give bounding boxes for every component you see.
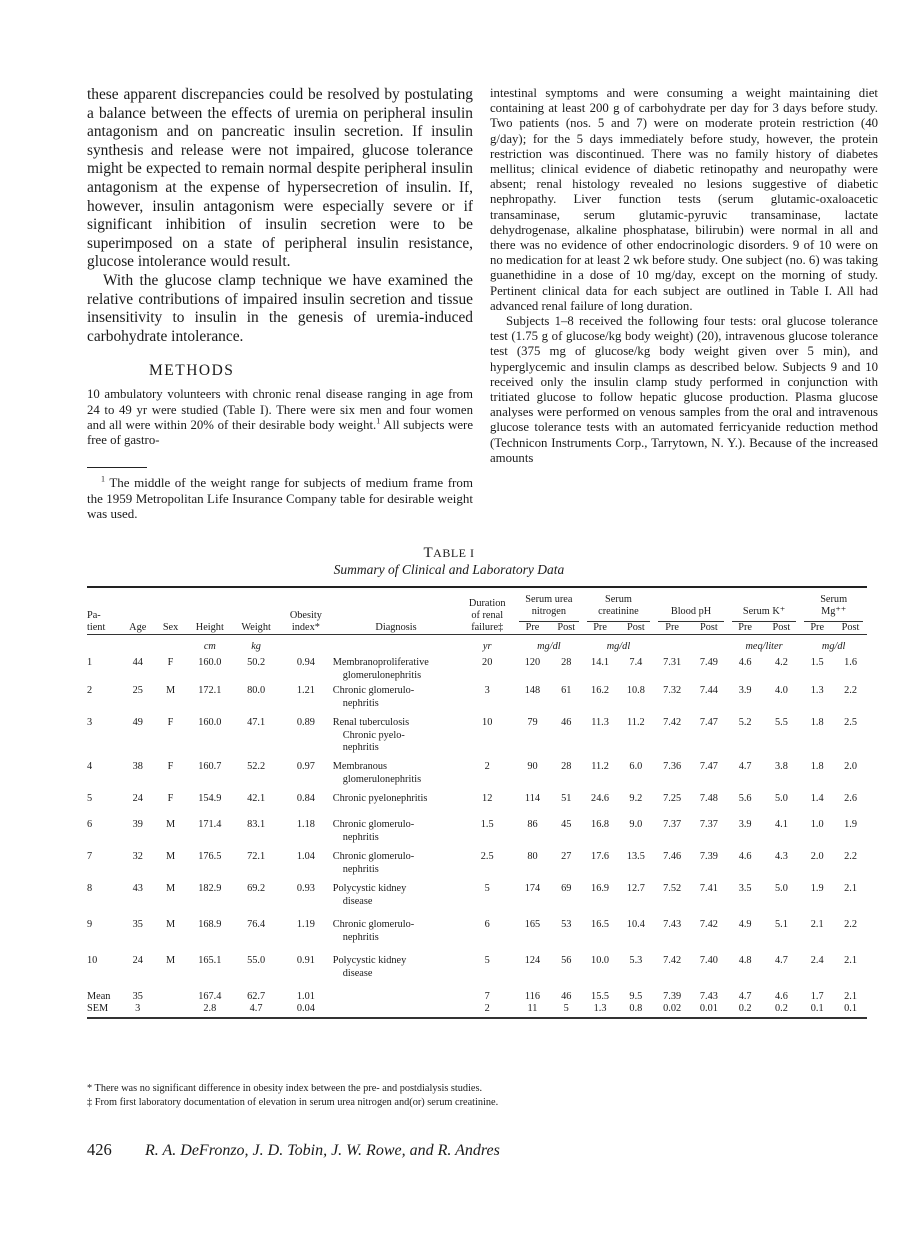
cell-ph-post: 7.40 bbox=[699, 955, 718, 966]
cell-k-pre: 5.2 bbox=[738, 717, 752, 728]
table-row bbox=[87, 851, 867, 883]
cell-diagnosis: Renal tuberculosis Chronic pyelo- nephritis bbox=[332, 717, 410, 753]
cell-bun-pre: 79 bbox=[527, 717, 538, 728]
table-row bbox=[87, 793, 867, 819]
cell-bun-post: 51 bbox=[561, 793, 572, 804]
cell-height: 182.9 bbox=[198, 883, 222, 894]
col-header-pre: Pre bbox=[810, 622, 825, 633]
table-body bbox=[87, 657, 867, 991]
cell-k-pre: 5.6 bbox=[738, 793, 752, 804]
table-top-rule bbox=[87, 587, 867, 594]
cell-ph-pre: 7.43 bbox=[663, 919, 682, 930]
cell-obesity-index: 1.19 bbox=[296, 919, 315, 930]
cell-ph-pre: 7.37 bbox=[663, 819, 682, 830]
cell-k-post: 4.7 bbox=[774, 955, 788, 966]
col-group-serum-creatinine: Serum creatinine bbox=[583, 594, 655, 622]
cell-cr-pre: 24.6 bbox=[591, 793, 610, 804]
cell-height: 154.9 bbox=[198, 793, 222, 804]
cell-sex: M bbox=[165, 851, 176, 862]
col-header-pre: Pre bbox=[738, 622, 753, 633]
cell-k-pre: 4.6 bbox=[738, 657, 752, 668]
cell-obesity-index: 0.94 bbox=[296, 657, 315, 668]
cell-mg-pre: 2.1 bbox=[810, 919, 824, 930]
cell-mg-post: 2.6 bbox=[844, 793, 857, 804]
cell-mg-post: 2.2 bbox=[844, 851, 857, 862]
cell-cr-post: 7.4 bbox=[629, 657, 643, 668]
col-header-age: Age bbox=[129, 622, 147, 633]
cell-ph-post: 7.47 bbox=[699, 717, 718, 728]
cell-age: 24 bbox=[132, 793, 143, 804]
cell-k-pre: 4.7 bbox=[738, 761, 752, 772]
table-footnotes bbox=[87, 1082, 498, 1109]
cell-cr-pre: 10.0 bbox=[591, 955, 610, 966]
cell-height: 165.1 bbox=[198, 955, 222, 966]
cell-diagnosis: Polycystic kidney disease bbox=[332, 883, 407, 907]
col-header-pre: Pre bbox=[525, 622, 540, 633]
cell-ph-pre: 7.42 bbox=[663, 717, 682, 728]
cell-cr-pre: 11.3 bbox=[591, 717, 609, 728]
intro-paragraph-1: these apparent discrepancies could be resolved by postulating a balance between the effects of uremia on peripheral insulin antagonism and on pancreatic insulin secretion. If insulin synthesis and release were not impaired, glucose tolerance might be expected to remain normal despite peripheral insulin antagonism at the expense of hypersecretion of insulin. If, however, insulin antagonism were especially severe or if significant inhibition of insulin secretion were to be superimposed on a state of peripheral insulin resistance, glucose intolerance would result. bbox=[87, 86, 473, 271]
table-row-sem: SEM 3 2.8 4.7 0.04 2 11 5 1.3 0.8 0.02 0.01 0.2 0.2 0.1 0.1 bbox=[87, 1003, 857, 1014]
page-number: 426 bbox=[87, 1140, 112, 1159]
unit-duration: yr bbox=[482, 640, 492, 652]
running-authors: R. A. DeFronzo, J. D. Tobin, J. W. Rowe, and R. Andres bbox=[145, 1142, 500, 1159]
cell-sex: M bbox=[165, 919, 176, 930]
cell-sex: M bbox=[165, 955, 176, 966]
cell-diagnosis: Chronic pyelonephritis bbox=[332, 793, 428, 804]
cell-patient: 3 bbox=[87, 717, 93, 728]
cell-bun-post: 27 bbox=[561, 851, 572, 862]
intro-paragraph-2: With the glucose clamp technique we have examined the relative contributions of impaired insulin secretion and tissue insensitivity to insulin in the genesis of uremia-induced carbohydrate intolerance. bbox=[87, 271, 473, 345]
cell-ph-pre: 7.46 bbox=[663, 851, 682, 862]
cell-ph-post: 7.49 bbox=[699, 657, 718, 668]
footnote-1: $^1$ The middle of the weight range for subjects of medium frame from the 1959 Metropolitan Life Insurance Company table for desirable weight was used. bbox=[87, 474, 473, 522]
unit-height: cm bbox=[203, 640, 216, 652]
cell-patient: 2 bbox=[87, 685, 93, 696]
cell-obesity-index: 0.93 bbox=[296, 883, 315, 894]
cell-obesity-index: 1.18 bbox=[296, 819, 315, 830]
unit-k: meq/liter bbox=[745, 640, 783, 652]
col-header-post: Post bbox=[772, 622, 791, 633]
cell-height: 160.7 bbox=[198, 761, 222, 772]
cell-weight: 55.0 bbox=[247, 955, 266, 966]
cell-k-pre: 3.9 bbox=[738, 819, 752, 830]
cell-sex: M bbox=[165, 819, 176, 830]
cell-ph-post: 7.39 bbox=[699, 851, 718, 862]
cell-bun-pre: 86 bbox=[527, 819, 538, 830]
units-row bbox=[87, 635, 867, 657]
table-bottom-rule bbox=[87, 1015, 867, 1018]
col-header-pre: Pre bbox=[593, 622, 607, 633]
cell-bun-post: 46 bbox=[561, 717, 572, 728]
col-header-height: Height bbox=[195, 622, 224, 633]
col-header-post: Post bbox=[700, 622, 718, 633]
cell-bun-post: 56 bbox=[561, 955, 572, 966]
col-group-serum-mg: Serum Mg⁺⁺ bbox=[800, 594, 867, 622]
cell-weight: 83.1 bbox=[247, 819, 266, 830]
col-group-blood-ph: Blood pH bbox=[654, 594, 728, 622]
cell-height: 171.4 bbox=[198, 819, 222, 830]
cell-bun-pre: 124 bbox=[524, 955, 541, 966]
cell-bun-pre: 165 bbox=[524, 919, 541, 930]
cell-patient: 5 bbox=[87, 793, 93, 804]
cell-mg-pre: 2.0 bbox=[810, 851, 824, 862]
cell-patient: 1 bbox=[87, 657, 93, 668]
cell-cr-post: 10.4 bbox=[626, 919, 645, 930]
cell-cr-pre: 17.6 bbox=[591, 851, 610, 862]
cell-sex: F bbox=[167, 761, 174, 772]
cell-k-post: 4.2 bbox=[774, 657, 788, 668]
cell-patient: 8 bbox=[87, 883, 93, 894]
cell-duration: 5 bbox=[484, 883, 490, 894]
cell-obesity-index: 0.84 bbox=[296, 793, 315, 804]
col-header-weight: Weight bbox=[241, 622, 271, 633]
cell-mg-pre: 1.8 bbox=[810, 717, 824, 728]
cell-cr-post: 10.8 bbox=[626, 685, 645, 696]
table-row bbox=[87, 955, 867, 991]
cell-patient: 4 bbox=[87, 761, 93, 772]
table-caption: Summary of Clinical and Laboratory Data bbox=[333, 562, 565, 577]
unit-weight: kg bbox=[251, 640, 261, 652]
cell-diagnosis: Membranoproliferative glomerulonephritis bbox=[332, 657, 429, 681]
footnote-ref-1: 1 bbox=[376, 416, 381, 426]
cell-sex: F bbox=[167, 657, 174, 668]
cell-ph-post: 7.37 bbox=[699, 819, 718, 830]
methods-heading: METHODS bbox=[149, 362, 235, 380]
cell-ph-post: 7.42 bbox=[699, 919, 718, 930]
cell-k-pre: 4.9 bbox=[738, 919, 752, 930]
cell-bun-pre: 90 bbox=[527, 761, 538, 772]
cell-bun-post: 53 bbox=[561, 919, 572, 930]
cell-bun-pre: 114 bbox=[524, 793, 540, 804]
cell-duration: 12 bbox=[482, 793, 493, 804]
cell-mg-pre: 1.5 bbox=[810, 657, 824, 668]
cell-k-post: 3.8 bbox=[774, 761, 788, 772]
col-header-sex: Sex bbox=[162, 622, 179, 633]
cell-duration: 6 bbox=[484, 919, 490, 930]
cell-cr-pre: 14.1 bbox=[591, 657, 610, 668]
cell-mg-pre: 1.9 bbox=[810, 883, 824, 894]
cell-mg-pre: 1.0 bbox=[810, 819, 824, 830]
cell-mg-post: 2.2 bbox=[844, 685, 857, 696]
cell-mg-post: 2.0 bbox=[844, 761, 857, 772]
col-header-post: Post bbox=[841, 622, 860, 633]
cell-duration: 2.5 bbox=[480, 851, 494, 862]
cell-age: 24 bbox=[132, 955, 143, 966]
cell-weight: 42.1 bbox=[247, 793, 266, 804]
cell-ph-post: 7.41 bbox=[699, 883, 718, 894]
cell-ph-pre: 7.25 bbox=[663, 793, 682, 804]
cell-weight: 69.2 bbox=[247, 883, 266, 894]
col-header-post: Post bbox=[626, 622, 645, 633]
left-column bbox=[87, 86, 473, 522]
clinical-data-table bbox=[87, 586, 867, 1019]
cell-k-post: 5.0 bbox=[774, 883, 788, 894]
cell-cr-pre: 16.5 bbox=[591, 919, 610, 930]
cell-cr-post: 9.0 bbox=[629, 819, 643, 830]
methods-paragraph-tests: Subjects 1–8 received the following four tests: oral glucose tolerance test (1.75 g of glucose/kg body weight) (20), intravenous glucose tolerance test (375 mg of glucose/kg body weight given over 5 min), and hyperglycemic and insulin clamps as described below. Subjects 9 and 10 received only the insulin clamp study performed in conjunction with tritiated glucose to follow hepatic glucose production. Plasma glucose analyses were performed on venous samples from the oral and intravenous glucose tolerance tests with an automated ferricyanide reduction method (Technicon Instruments Corp., Tarrytown, N. Y.). Because of the increased amounts bbox=[490, 314, 878, 465]
cell-age: 32 bbox=[132, 851, 143, 862]
cell-k-pre: 4.8 bbox=[738, 955, 752, 966]
cell-obesity-index: 1.21 bbox=[296, 685, 315, 696]
unit-bun: mg/dl bbox=[537, 640, 561, 652]
cell-bun-post: 28 bbox=[561, 657, 572, 668]
cell-ph-pre: 7.52 bbox=[663, 883, 682, 894]
cell-weight: 76.4 bbox=[247, 919, 266, 930]
cell-duration: 5 bbox=[484, 955, 490, 966]
cell-diagnosis: Chronic glomerulo- nephritis bbox=[332, 919, 415, 943]
table-row bbox=[87, 819, 867, 851]
cell-mg-post: 2.5 bbox=[844, 717, 857, 728]
col-group-serum-k: Serum K⁺ bbox=[728, 594, 801, 622]
cell-ph-pre: 7.31 bbox=[663, 657, 682, 668]
cell-cr-post: 9.2 bbox=[629, 793, 643, 804]
cell-age: 43 bbox=[132, 883, 143, 894]
table-row-mean: Mean 35 167.4 62.7 1.01 7 116 46 15.5 9.5 7.39 7.43 4.7 4.6 1.7 2.1 bbox=[87, 991, 857, 1002]
col-header-duration: Duration of renal failure‡ bbox=[468, 598, 506, 633]
cell-patient: 9 bbox=[87, 919, 93, 930]
cell-height: 168.9 bbox=[198, 919, 222, 930]
col-header-diagnosis: Diagnosis bbox=[375, 622, 417, 633]
cell-mg-post: 2.1 bbox=[844, 955, 857, 966]
cell-k-post: 5.1 bbox=[774, 919, 788, 930]
cell-duration: 20 bbox=[482, 657, 493, 668]
cell-patient: 6 bbox=[87, 819, 93, 830]
clinical-data-table-container bbox=[87, 586, 867, 1019]
table-row bbox=[87, 919, 867, 955]
cell-ph-pre: 7.32 bbox=[663, 685, 682, 696]
cell-diagnosis: Chronic glomerulo- nephritis bbox=[332, 851, 415, 875]
page-footer bbox=[87, 1140, 500, 1160]
cell-cr-post: 12.7 bbox=[626, 883, 645, 894]
col-header-patient: Pa- tient bbox=[87, 610, 106, 633]
table-row bbox=[87, 761, 867, 793]
cell-k-pre: 3.5 bbox=[738, 883, 752, 894]
cell-cr-post: 6.0 bbox=[629, 761, 643, 772]
cell-height: 172.1 bbox=[198, 685, 222, 696]
cell-bun-pre: 174 bbox=[524, 883, 541, 894]
col-header-pre: Pre bbox=[665, 622, 679, 633]
cell-k-post: 5.0 bbox=[774, 793, 788, 804]
table-row bbox=[87, 685, 867, 717]
cell-mg-post: 2.1 bbox=[844, 883, 857, 894]
cell-bun-post: 28 bbox=[561, 761, 572, 772]
cell-duration: 2 bbox=[484, 761, 490, 772]
cell-k-post: 4.1 bbox=[774, 819, 788, 830]
cell-cr-post: 5.3 bbox=[629, 955, 643, 966]
cell-bun-pre: 80 bbox=[527, 851, 538, 862]
cell-age: 25 bbox=[132, 685, 143, 696]
table-footnote-obesity: * There was no significant difference in obesity index between the pre- and postdialysis studies. bbox=[87, 1083, 483, 1094]
methods-paragraph: 10 ambulatory volunteers with chronic renal disease ranging in age from 24 to 49 yr were studied (Table I). There were six men and four women and all were within 20% of their desirable body weight.$^1$ All subjects were free of gastro- bbox=[87, 387, 473, 447]
cell-duration: 3 bbox=[484, 685, 490, 696]
cell-age: 38 bbox=[132, 761, 143, 772]
cell-cr-post: 13.5 bbox=[626, 851, 645, 862]
table-row bbox=[87, 883, 867, 919]
cell-mg-pre: 1.8 bbox=[810, 761, 824, 772]
cell-ph-post: 7.44 bbox=[699, 685, 718, 696]
cell-weight: 50.2 bbox=[247, 657, 266, 668]
footnote-divider bbox=[87, 467, 147, 468]
cell-obesity-index: 0.97 bbox=[296, 761, 315, 772]
cell-ph-pre: 7.36 bbox=[663, 761, 682, 772]
cell-bun-post: 69 bbox=[561, 883, 572, 894]
unit-mg: mg/dl bbox=[821, 640, 846, 652]
cell-sex: F bbox=[167, 717, 174, 728]
cell-obesity-index: 1.04 bbox=[296, 851, 315, 862]
right-column bbox=[490, 86, 878, 466]
cell-obesity-index: 0.89 bbox=[296, 717, 315, 728]
cell-k-pre: 3.9 bbox=[738, 685, 752, 696]
cell-bun-post: 61 bbox=[561, 685, 572, 696]
cell-ph-post: 7.47 bbox=[699, 761, 718, 772]
cell-age: 44 bbox=[132, 657, 143, 668]
table-row bbox=[87, 717, 867, 761]
cell-mg-pre: 2.4 bbox=[810, 955, 824, 966]
cell-bun-pre: 148 bbox=[524, 685, 541, 696]
col-header-obesity-index: Obesity index* bbox=[289, 610, 322, 633]
cell-duration: 1.5 bbox=[480, 819, 494, 830]
cell-k-post: 4.0 bbox=[774, 685, 788, 696]
cell-mg-post: 1.9 bbox=[844, 819, 857, 830]
cell-cr-pre: 16.9 bbox=[591, 883, 610, 894]
cell-weight: 80.0 bbox=[247, 685, 266, 696]
cell-duration: 10 bbox=[482, 717, 493, 728]
cell-mg-post: 2.2 bbox=[844, 919, 857, 930]
cell-height: 176.5 bbox=[198, 851, 222, 862]
cell-height: 160.0 bbox=[198, 717, 222, 728]
cell-cr-pre: 16.8 bbox=[591, 819, 610, 830]
cell-bun-post: 45 bbox=[561, 819, 572, 830]
cell-weight: 52.2 bbox=[247, 761, 266, 772]
col-header-post: Post bbox=[557, 622, 576, 633]
cell-k-pre: 4.6 bbox=[738, 851, 752, 862]
cell-patient: 7 bbox=[87, 851, 93, 862]
cell-mg-post: 1.6 bbox=[844, 657, 857, 668]
cell-mg-pre: 1.3 bbox=[810, 685, 824, 696]
cell-mg-pre: 1.4 bbox=[810, 793, 824, 804]
cell-k-post: 4.3 bbox=[774, 851, 788, 862]
cell-diagnosis: Chronic glomerulo- nephritis bbox=[332, 685, 415, 709]
cell-diagnosis: Membranous glomerulonephritis bbox=[332, 761, 422, 785]
cell-weight: 47.1 bbox=[247, 717, 266, 728]
cell-sex: M bbox=[165, 883, 176, 894]
cell-age: 49 bbox=[132, 717, 143, 728]
unit-creatinine: mg/dl bbox=[606, 640, 631, 652]
cell-height: 160.0 bbox=[198, 657, 222, 668]
cell-age: 35 bbox=[132, 919, 143, 930]
cell-ph-post: 7.48 bbox=[699, 793, 718, 804]
cell-obesity-index: 0.91 bbox=[296, 955, 315, 966]
cell-age: 39 bbox=[132, 819, 143, 830]
cell-cr-pre: 11.2 bbox=[591, 761, 609, 772]
cell-sex: M bbox=[165, 685, 176, 696]
table-label: TABLE I bbox=[423, 545, 475, 561]
cell-patient: 10 bbox=[87, 955, 98, 966]
cell-cr-pre: 16.2 bbox=[591, 685, 610, 696]
cell-ph-pre: 7.42 bbox=[663, 955, 682, 966]
col-group-serum-urea-nitrogen: Serum urea nitrogen bbox=[515, 594, 583, 622]
cell-sex: F bbox=[167, 793, 174, 804]
table-footnote-duration: ‡ From first laboratory documentation of elevation in serum urea nitrogen and(or) serum creatinine. bbox=[87, 1096, 499, 1108]
cell-diagnosis: Chronic glomerulo- nephritis bbox=[332, 819, 415, 843]
cell-k-post: 5.5 bbox=[774, 717, 788, 728]
cell-cr-post: 11.2 bbox=[627, 717, 645, 728]
cell-bun-pre: 120 bbox=[524, 657, 541, 668]
table-row bbox=[87, 657, 867, 685]
cell-diagnosis: Polycystic kidney disease bbox=[332, 955, 407, 979]
table-header-row-1 bbox=[87, 594, 867, 622]
cell-weight: 72.1 bbox=[247, 851, 266, 862]
methods-paragraph-continued: intestinal symptoms and were consuming a weight maintaining diet containing at least 200 g of carbohydrate per day for 3 days before study. Two patients (nos. 5 and 7) were on moderate protein restriction (40 g/day); for the 5 days immediately before study, however, the protein restriction was discontinued. There was no family history of diabetes mellitus; clinical evidence of diabetic retinopathy and neuropathy were absent; renal histology revealed no lesions suggestive of diabetic nephropathy. Liver function tests (serum glutamic-oxaloacetic transaminase, serum glutamic-pyruvic transaminase, lactate dehydrogenase, alkaline phosphatase, bilirubin) were normal in all and there was no evidence of other endocrinologic disorders. 9 of 10 were on no medication for at least 2 wk before study. One subject (no. 6) was taking guanethidine in a dose of 10 mg/day, except on the morning of study. Pertinent clinical data for each subject are outlined in Table I. All had advanced renal failure of long duration. bbox=[490, 86, 878, 313]
